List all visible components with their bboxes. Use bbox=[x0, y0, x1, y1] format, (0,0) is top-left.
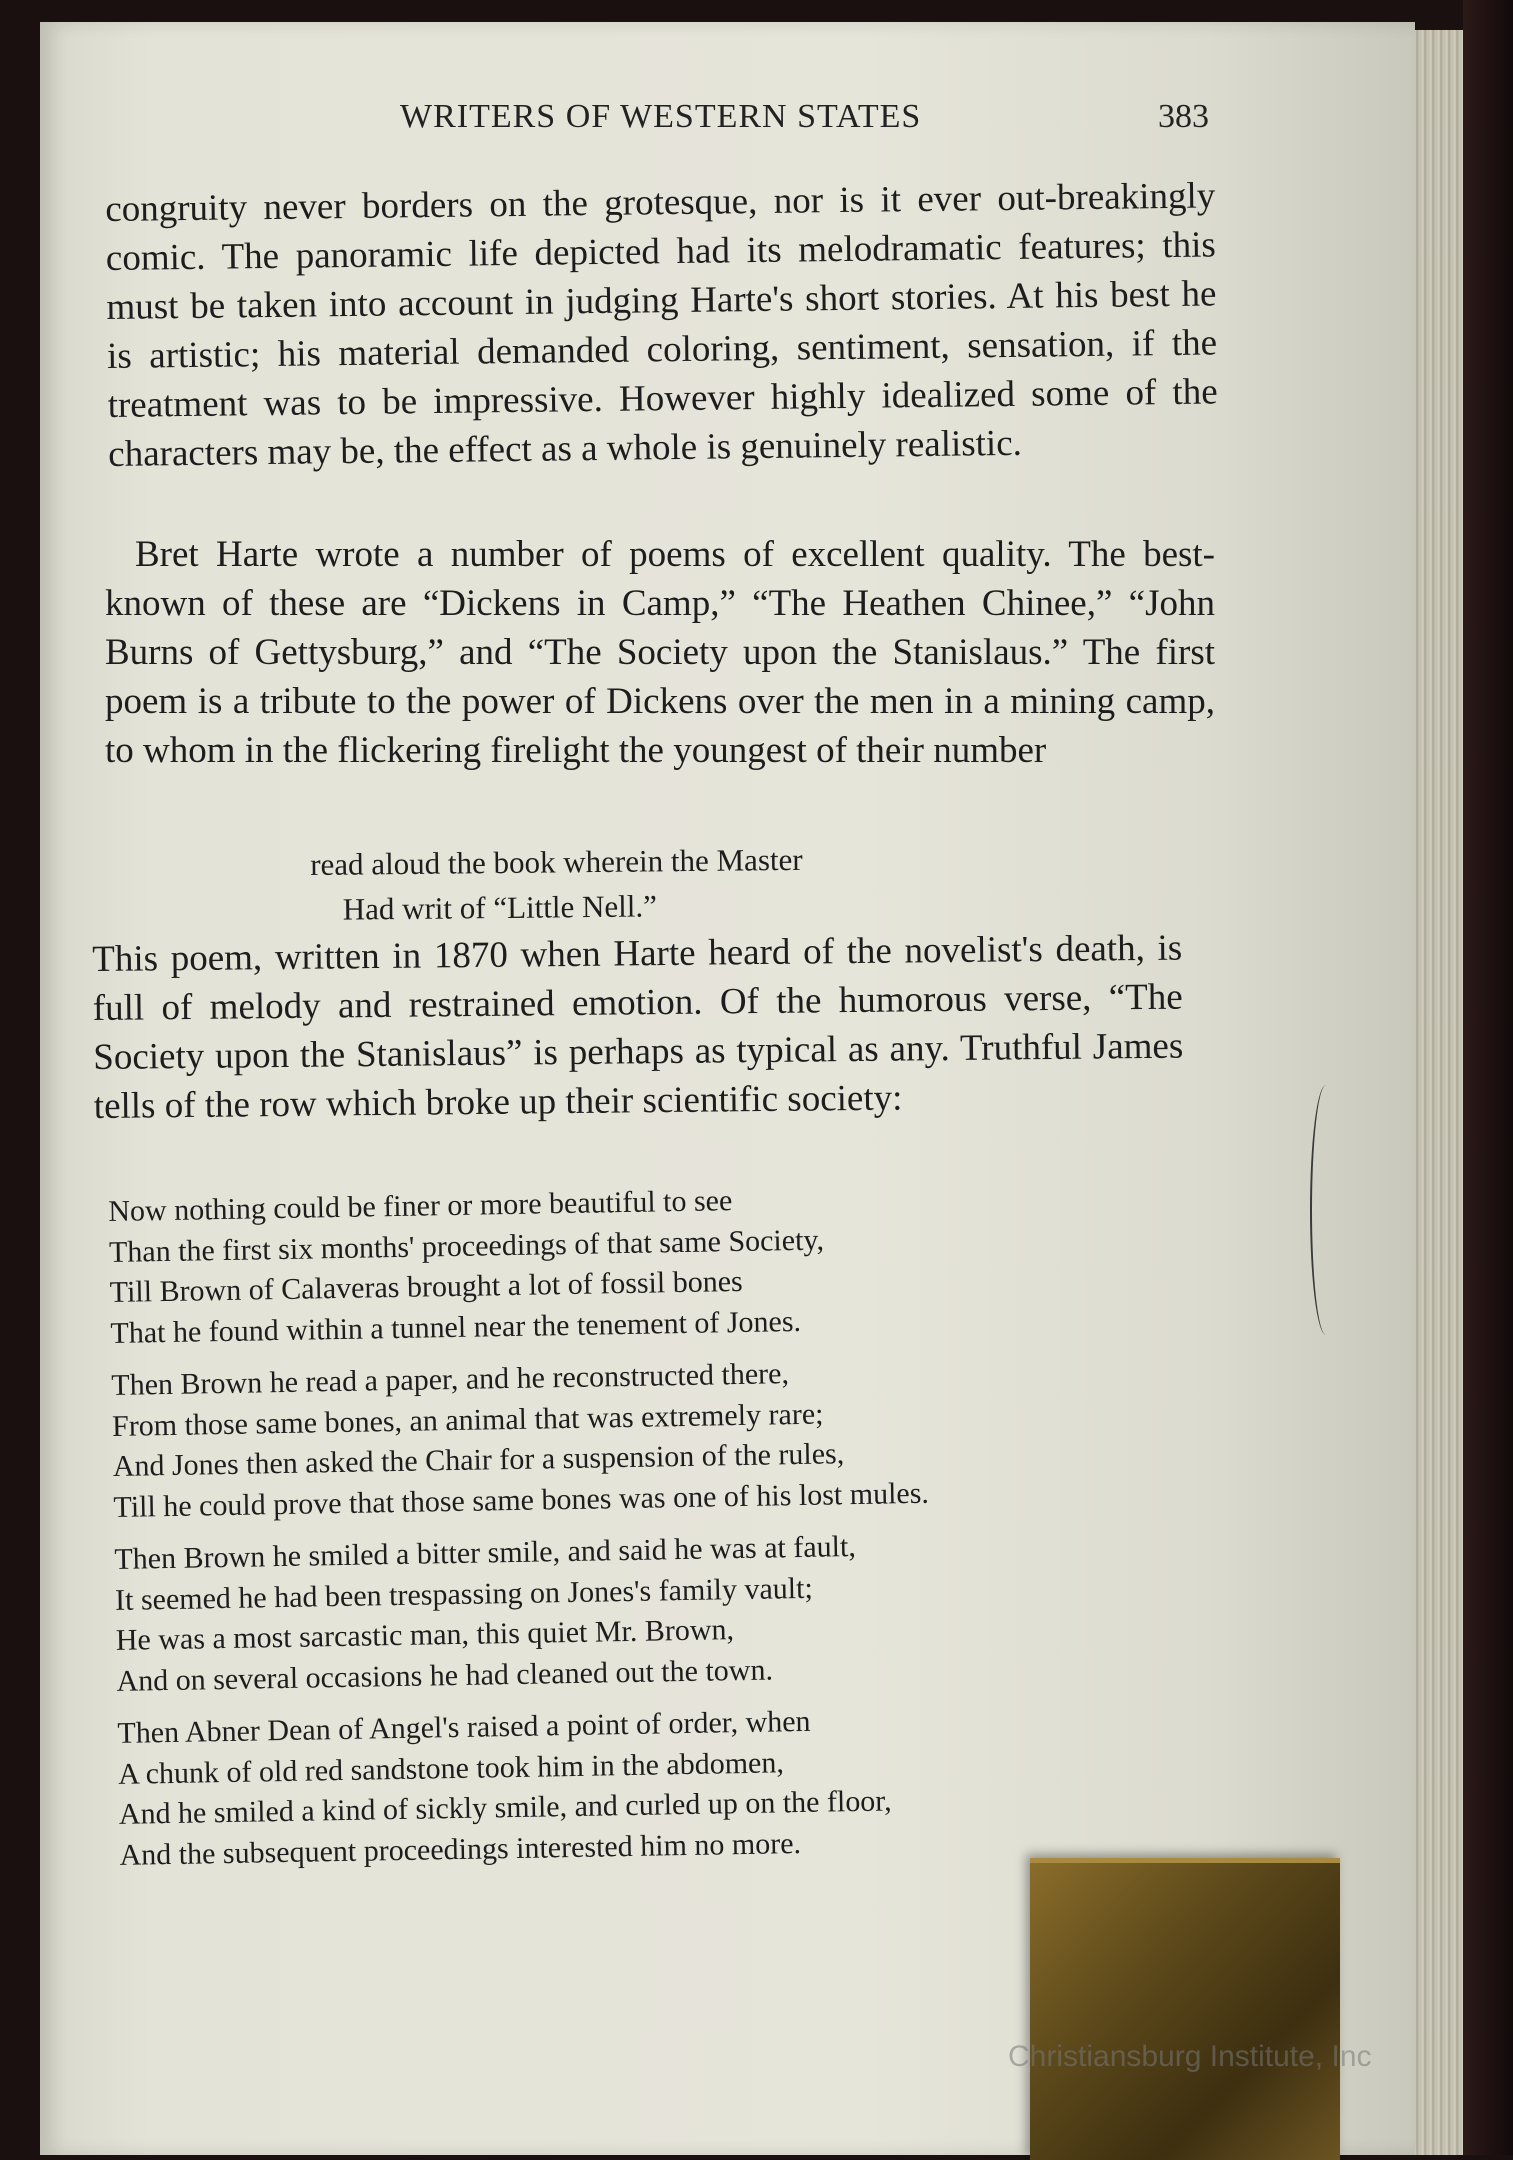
poem-line: And the subsequent proceedings interested him no more. bbox=[119, 1826, 802, 1872]
poem-stanza-4 bbox=[117, 1695, 1200, 1876]
poem-stanza-2 bbox=[111, 1347, 1194, 1528]
running-title: WRITERS OF WESTERN STATES bbox=[400, 98, 922, 135]
quote-line-1: read aloud the book wherein the Master bbox=[310, 841, 803, 882]
poem-stanza-3 bbox=[114, 1521, 1197, 1702]
poem bbox=[108, 1173, 1200, 1888]
poem-line: That he found within a tunnel near the tenement of Jones. bbox=[110, 1304, 802, 1350]
poem-line: And he smiled a kind of sickly smile, and curled up on the floor, bbox=[118, 1784, 892, 1831]
poem-line: Then Brown he read a paper, and he reconstructed there, bbox=[111, 1357, 790, 1402]
page-header bbox=[0, 98, 1513, 148]
book-binding bbox=[1463, 0, 1513, 2155]
poem-line: And on several occasions he had cleaned out the town. bbox=[116, 1652, 774, 1698]
poem-line: Now nothing could be finer or more beautiful to see bbox=[108, 1184, 733, 1228]
poem-line: Than the first six months' proceedings of that same Society, bbox=[108, 1223, 825, 1269]
page-crease bbox=[1310, 1085, 1342, 1335]
poem-line: Till Brown of Calaveras brought a lot of fossil bones bbox=[109, 1264, 743, 1309]
poem-line: Then Brown he smiled a bitter smile, and said he was at fault, bbox=[114, 1530, 857, 1576]
paragraph-2 bbox=[105, 530, 1215, 775]
paragraph-text: Bret Harte wrote a number of poems of excellent quality. The best-known of these are “Dickens in Camp,” “The Heathen Chinee,” “John Burns of Gettysburg,” and “The Society upon the Stanislaus.” The first poem is a tribute to the power of Dickens over the men in a mining camp, to whom in the flickering firelight the youngest of their number bbox=[105, 534, 1215, 771]
paragraph-3 bbox=[92, 924, 1184, 1131]
quote-line-2: Had writ of “Little Nell.” bbox=[342, 888, 658, 927]
brass-page-clip bbox=[1030, 1858, 1340, 2160]
paragraph-1 bbox=[105, 171, 1219, 479]
poem-line: And Jones then asked the Chair for a suspension of the rules, bbox=[112, 1437, 845, 1483]
block-quote bbox=[310, 834, 1111, 932]
watermark: Christiansburg Institute, Inc bbox=[1008, 2040, 1372, 2073]
poem-line: Then Abner Dean of Angel's raised a point of order, when bbox=[117, 1704, 811, 1750]
paragraph-text: This poem, written in 1870 when Harte heard of the novelist's death, is full of melody and restrained emotion. Of the humorous verse, “The Society upon the Stanislaus” is perhaps as typical as any. Truthful James tells of the row which broke up their scientific society: bbox=[92, 927, 1184, 1127]
poem-line: A chunk of old red sandstone took him in the abdomen, bbox=[117, 1745, 785, 1791]
page-number: 383 bbox=[1158, 98, 1209, 135]
poem-line: Till he could prove that those same bones was one of his lost mules. bbox=[113, 1476, 930, 1524]
poem-stanza-1 bbox=[108, 1173, 1191, 1354]
poem-line: It seemed he had been trespassing on Jones's family vault; bbox=[114, 1571, 814, 1617]
paragraph-text: congruity never borders on the grotesque, nor is it ever out-breakingly comic. The panoramic life depicted had its melodramatic features; this must be taken into account in judging Harte's short stories. At his best he is artistic; his material demanded coloring, sentiment, sensation, if the treatment was to be impressive. However highly idealized some of the characters may be, the effect as a whole is genuinely realistic. bbox=[105, 175, 1218, 475]
poem-line: From those same bones, an animal that was extremely rare; bbox=[111, 1397, 824, 1443]
poem-line: He was a most sarcastic man, this quiet Mr. Brown, bbox=[115, 1613, 735, 1657]
